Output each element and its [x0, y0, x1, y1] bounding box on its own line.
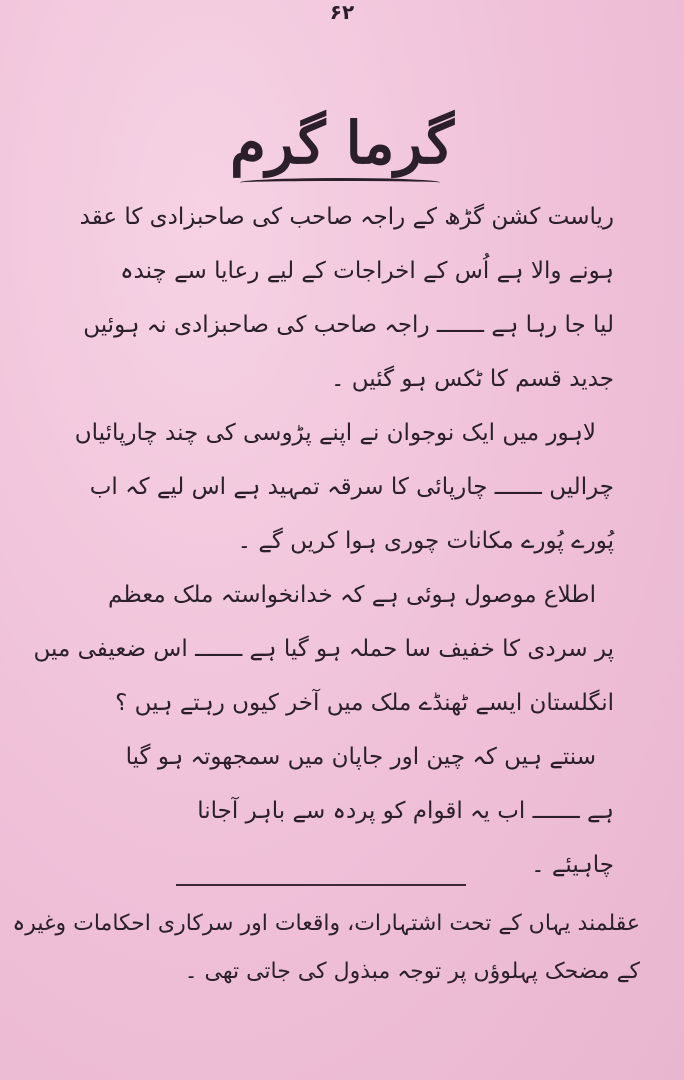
- text-line: چرالیں ـــــــ چارپائی کا سرقہ تمہید ہے اس لیے کہ اب: [89, 474, 614, 500]
- body-text: [33, 190, 614, 892]
- text-line: سنتے ہیں کہ چین اور جاپان میں سمجھوتہ ہو گیا: [125, 744, 596, 770]
- footnote-line: کے مضحک پہلوؤں پر توجہ مبذول کی جاتی تھی ۔: [184, 959, 640, 984]
- text-line: ہے ـــــــ اب یہ اقوام کو پردہ سے باہر آجانا: [197, 798, 614, 824]
- text-line: انگلستان ایسے ٹھنڈے ملک میں آخر کیوں رہتے ہیں ؟: [115, 690, 614, 716]
- paragraph-2: [74, 406, 614, 568]
- text-line: ہونے والا ہے اُس کے اخراجات کے لیے رعایا سے چندہ: [120, 258, 614, 284]
- footnote-line: عقلمند یہاں کے تحت اشتہارات، واقعات اور سرکاری احکامات وغیرہ: [12, 911, 640, 936]
- footnote-divider: [176, 884, 466, 886]
- title-flourish: [240, 178, 440, 187]
- text-line: پُورے پُورے مکانات چوری ہوا کریں گے ۔: [237, 528, 614, 554]
- text-line: پر سردی کا خفیف سا حملہ ہو گیا ہے ـــــــ اس ضعیفی میں: [33, 636, 614, 662]
- text-line: لیا جا رہا ہے ـــــــ راجہ صاحب کی صاحبزادی نہ ہوئیں: [83, 312, 614, 338]
- text-line: چاہیئے ۔: [531, 852, 614, 878]
- paragraph-1: [79, 190, 614, 406]
- text-line: اطلاع موصول ہوئی ہے کہ خدانخواستہ ملک معظم: [108, 582, 596, 608]
- chapter-title: گرما گرم: [229, 109, 455, 177]
- text-line: ریاست کشن گڑھ کے راجہ صاحب کی صاحبزادی کا عقد: [79, 204, 614, 230]
- page-number: ۶۲: [329, 0, 355, 24]
- text-line: لاہور میں ایک نوجوان نے اپنے پڑوسی کی چند چارپائیاں: [74, 420, 596, 446]
- text-line: جدید قسم کا ٹکس ہو گئیں ۔: [330, 366, 614, 392]
- footnote: [12, 900, 640, 996]
- paragraph-3: [33, 568, 614, 730]
- paragraph-4: [84, 730, 614, 892]
